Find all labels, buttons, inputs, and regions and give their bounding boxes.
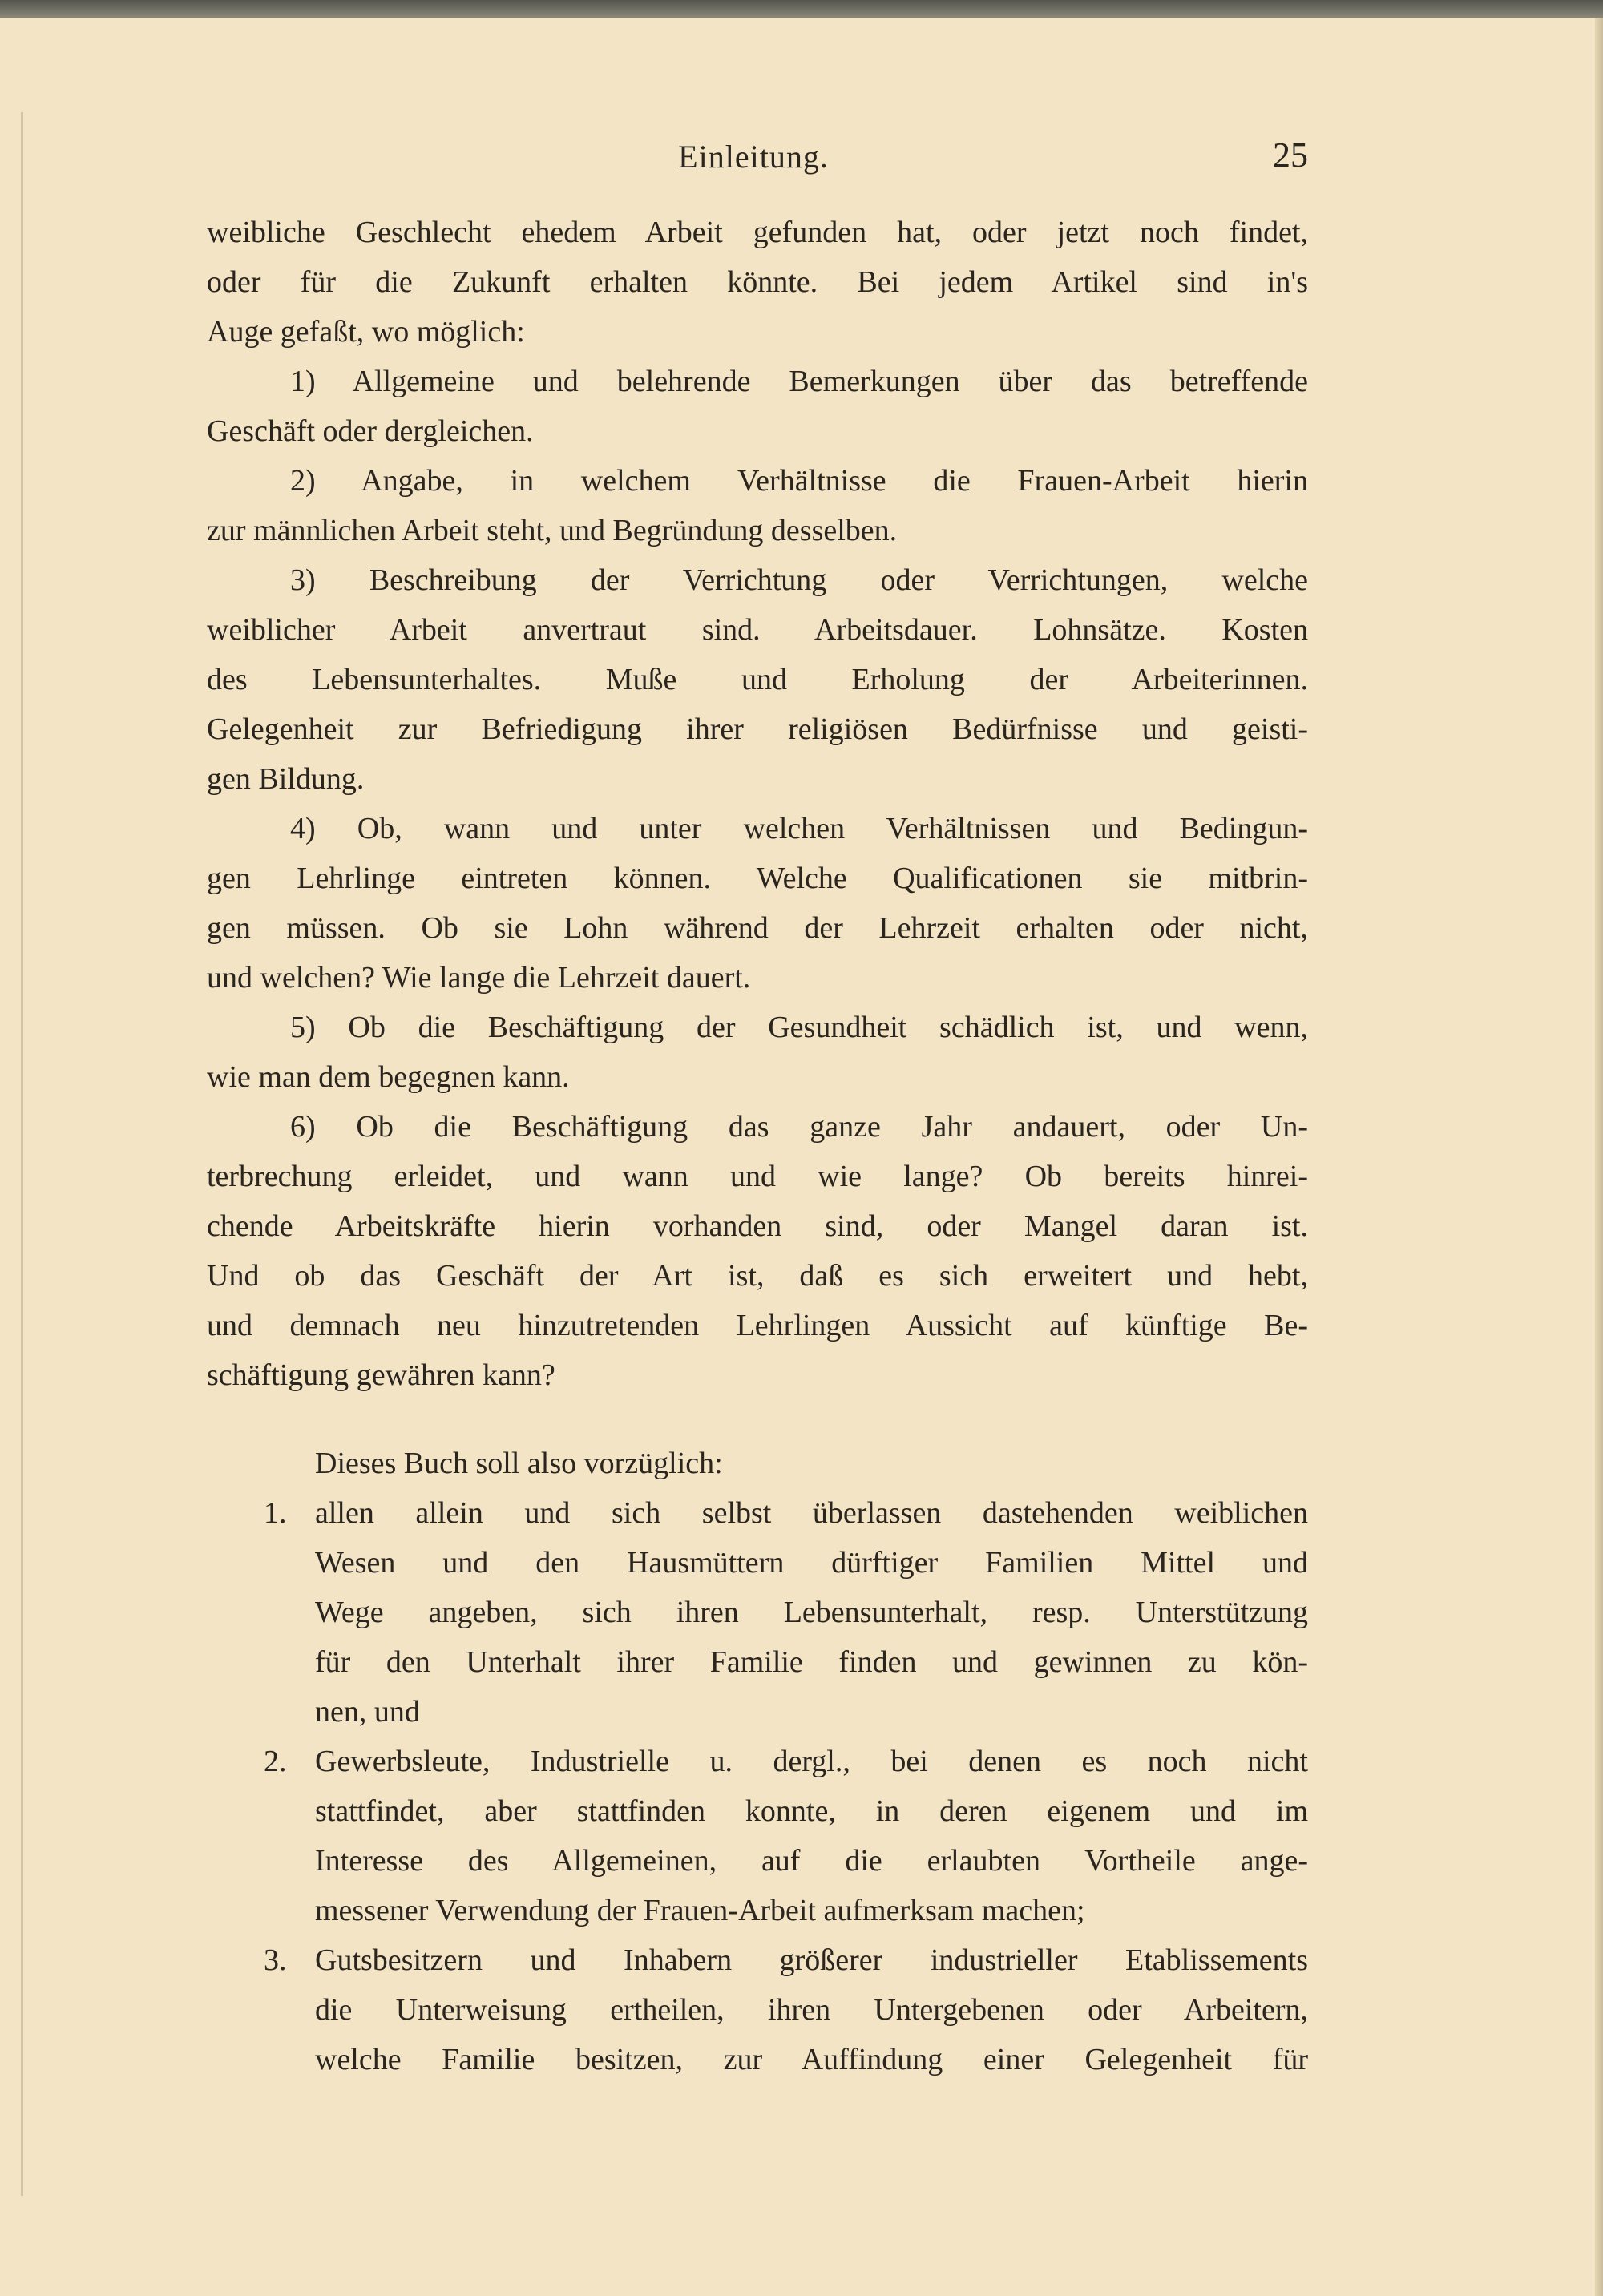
list-item-number: 2. — [264, 1745, 287, 1778]
text-line: oder für die Zukunft erhalten könnte. Bei jedem Artikel sind in's — [207, 265, 1308, 299]
text-line: 3) Beschreibung der Verrichtung oder Verrichtungen, welche — [290, 563, 1308, 597]
text-line: zur männlichen Arbeit steht, und Begründung desselben. — [207, 514, 898, 547]
numbered-paragraph — [207, 804, 1308, 1003]
text-line: Interesse des Allgemeinen, auf die erlaubten Vortheile ange- — [315, 1844, 1308, 1878]
text-line: wie man dem begegnen kann. — [207, 1060, 570, 1094]
text-line: weibliche Geschlecht ehedem Arbeit gefunden hat, oder jetzt noch findet, — [207, 216, 1308, 249]
text-line: chende Arbeitskräfte hierin vorhanden sind, oder Mangel daran ist. — [207, 1209, 1308, 1243]
text-line: terbrechung erleidet, und wann und wie lange? Ob bereits hinrei- — [207, 1160, 1308, 1193]
text-line: gen Bildung. — [207, 762, 365, 796]
numbered-paragraph — [207, 357, 1308, 456]
text-line: schäftigung gewähren kann? — [207, 1358, 555, 1392]
numbered-paragraph — [207, 555, 1308, 804]
page-left-edge — [21, 112, 23, 2196]
scan-top-edge — [0, 0, 1603, 18]
text-line: Dieses Buch soll also vorzüglich: — [315, 1447, 723, 1480]
text-line: Geschäft oder dergleichen. — [207, 414, 534, 448]
paragraph — [207, 208, 1308, 357]
text-line: 5) Ob die Beschäftigung der Gesundheit schädlich ist, und wenn, — [290, 1011, 1308, 1044]
running-title: Einleitung. — [678, 139, 829, 175]
text-line: nen, und — [315, 1695, 420, 1729]
list-item-number: 1. — [264, 1496, 287, 1530]
page-right-edge — [1595, 18, 1603, 2296]
text-line: 1) Allgemeine und belehrende Bemerkungen über das betreffende — [290, 365, 1308, 398]
list-item — [207, 1935, 1308, 2084]
text-line: 2) Angabe, in welchem Verhältnisse die Frauen-Arbeit hierin — [290, 464, 1308, 498]
text-line: 6) Ob die Beschäftigung das ganze Jahr andauert, oder Un- — [290, 1110, 1308, 1144]
numbered-paragraph — [207, 456, 1308, 555]
list-item — [207, 1488, 1308, 1737]
text-line: Gelegenheit zur Befriedigung ihrer religiösen Bedürfnisse und geisti- — [207, 712, 1308, 746]
text-line: weiblicher Arbeit anvertraut sind. Arbeitsdauer. Lohnsätze. Kosten — [207, 613, 1308, 647]
text-line: Und ob das Geschäft der Art ist, daß es sich erweitert und hebt, — [207, 1259, 1308, 1293]
text-line: welche Familie besitzen, zur Auffindung einer Gelegenheit für — [315, 2043, 1308, 2076]
text-line: messener Verwendung der Frauen-Arbeit aufmerksam machen; — [315, 1894, 1085, 1927]
page-number: 25 — [1273, 135, 1308, 175]
text-line: Wege angeben, sich ihren Lebensunterhalt, resp. Unterstützung — [315, 1596, 1308, 1629]
text-line: 4) Ob, wann und unter welchen Verhältnissen und Bedingun- — [290, 812, 1308, 845]
text-line: Auge gefaßt, wo möglich: — [207, 315, 525, 349]
text-line: allen allein und sich selbst überlassen dastehenden weiblichen — [315, 1496, 1308, 1530]
text-line: gen müssen. Ob sie Lohn während der Lehrzeit erhalten oder nicht, — [207, 911, 1308, 945]
numbered-paragraph — [207, 1003, 1308, 1102]
text-line: des Lebensunterhaltes. Muße und Erholung der Arbeiterinnen. — [207, 663, 1308, 696]
list-item-number: 3. — [264, 1943, 287, 1977]
list-item — [207, 1737, 1308, 1935]
text-line: gen Lehrlinge eintreten können. Welche Qualificationen sie mitbrin- — [207, 862, 1308, 895]
numbered-paragraph — [207, 1102, 1308, 1400]
body-section-purposes — [207, 1439, 1308, 2084]
text-line: und demnach neu hinzutretenden Lehrlingen Aussicht auf künftige Be- — [207, 1309, 1308, 1342]
text-line: Wesen und den Hausmüttern dürftiger Familien Mittel und — [315, 1546, 1308, 1580]
text-line: Gewerbsleute, Industrielle u. dergl., bei denen es noch nicht — [315, 1745, 1308, 1778]
text-line: und welchen? Wie lange die Lehrzeit dauert. — [207, 961, 751, 995]
purpose-list — [207, 1488, 1308, 2084]
text-line: stattfindet, aber stattfinden konnte, in deren eigenem und im — [315, 1794, 1308, 1828]
body-section-criteria — [207, 208, 1308, 1400]
text-line: für den Unterhalt ihrer Familie finden und gewinnen zu kön- — [315, 1645, 1308, 1679]
section-intro — [207, 1439, 1308, 1488]
text-line: die Unterweisung ertheilen, ihren Untergebenen oder Arbeitern, — [315, 1993, 1308, 2027]
text-line: Gutsbesitzern und Inhabern größerer industrieller Etablissements — [315, 1943, 1308, 1977]
